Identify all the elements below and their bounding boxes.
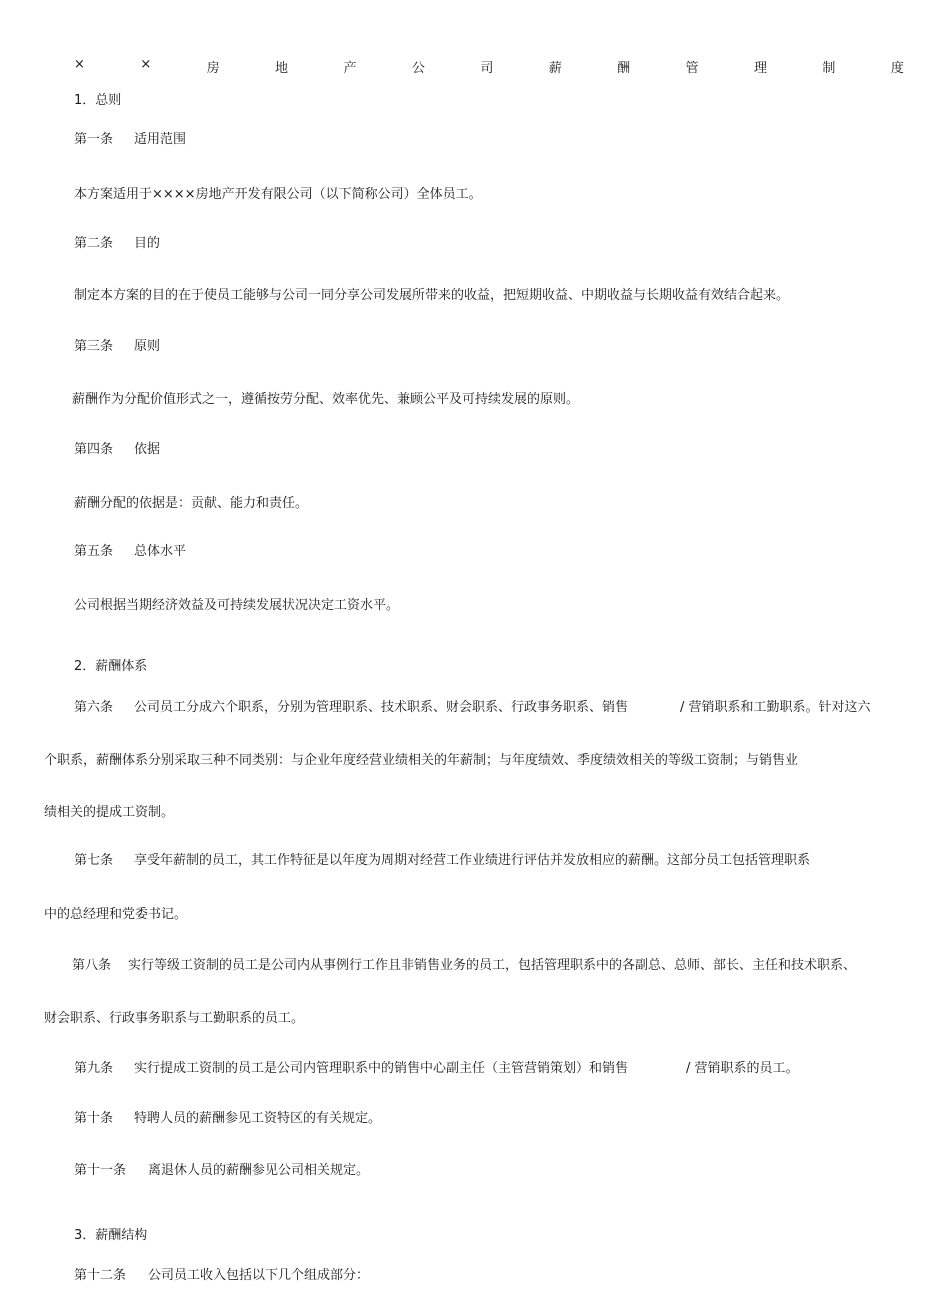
article-4-heading	[74, 442, 160, 458]
title-char: 薪	[548, 61, 562, 76]
section-1-heading: 1．总则	[74, 93, 122, 108]
title-char: 酬	[617, 61, 631, 76]
article-text: 实行等级工资制的员工是公司内从事例行工作且非销售业务的员工，包括管理职系中的各副总、总师、部长、主任和技术职系、	[128, 958, 857, 973]
article-8-line-1	[72, 958, 856, 974]
article-4-body: 薪酬分配的依据是：贡献、能力和责任。	[74, 496, 309, 511]
section-2-heading: 2．薪酬体系	[74, 659, 148, 674]
title-char: 房	[206, 61, 220, 76]
article-title: 总体水平	[134, 544, 187, 559]
article-title: 依据	[134, 442, 161, 457]
document-title	[74, 57, 904, 76]
article-text: 公司员工分成六个职系，分别为管理职系、技术职系、财会职系、行政事务职系、销售	[134, 700, 629, 715]
article-10	[74, 1111, 381, 1127]
title-char: 度	[890, 61, 904, 76]
title-char: 制	[822, 61, 836, 76]
article-8-line-2: 财会职系、行政事务职系与工勤职系的员工。	[44, 1011, 305, 1026]
article-6-line-3: 绩相关的提成工资制。	[44, 805, 175, 820]
article-label: 第三条	[74, 339, 114, 354]
article-label: 第一条	[74, 132, 114, 147]
article-2-heading	[74, 236, 160, 252]
article-label: 第五条	[74, 544, 114, 559]
article-text: 特聘人员的薪酬参见工资特区的有关规定。	[134, 1111, 382, 1126]
article-title: 原则	[134, 339, 161, 354]
article-6-line-2: 个职系，薪酬体系分别采取三种不同类别：与企业年度经营业绩相关的年薪制；与年度绩效、季度绩效相关的等级工资制；与销售业	[44, 753, 799, 768]
article-label: 第九条	[74, 1061, 114, 1076]
article-title: 目的	[134, 236, 161, 251]
title-char: ×	[74, 57, 85, 72]
article-12	[74, 1268, 369, 1284]
title-char: 理	[754, 61, 768, 76]
article-label: 第七条	[74, 853, 114, 868]
section-3-heading: 3．薪酬结构	[74, 1228, 148, 1243]
article-7-line-2: 中的总经理和党委书记。	[44, 907, 188, 922]
article-label: 第十二条	[74, 1268, 127, 1283]
article-5-heading	[74, 544, 186, 560]
article-text: 离退休人员的薪酬参见公司相关规定。	[148, 1163, 370, 1178]
article-label: 第二条	[74, 236, 114, 251]
article-1-body: 本方案适用于××××房地产开发有限公司（以下简称公司）全体员工。	[74, 187, 482, 202]
article-1-heading	[74, 132, 186, 148]
article-text: 实行提成工资制的员工是公司内管理职系中的销售中心副主任（主管营销策划）和销售	[134, 1061, 629, 1076]
article-3-body: 薪酬作为分配价值形式之一，遵循按劳分配、效率优先、兼顾公平及可持续发展的原则。	[72, 392, 580, 407]
article-label: 第八条	[72, 958, 112, 973]
article-text: 享受年薪制的员工，其工作特征是以年度为周期对经营工作业绩进行评估并发放相应的薪酬。这部分员工包括管理职系	[134, 853, 811, 868]
title-char: 管	[685, 61, 699, 76]
article-5-body: 公司根据当期经济效益及可持续发展状况决定工资水平。	[74, 598, 400, 613]
title-char: 司	[480, 61, 494, 76]
article-6-line-1	[74, 700, 871, 716]
title-char: 地	[275, 61, 289, 76]
article-9-line-1	[74, 1061, 799, 1077]
article-text: 公司员工收入包括以下几个组成部分：	[148, 1268, 370, 1283]
article-label: 第六条	[74, 700, 114, 715]
article-11	[74, 1163, 369, 1179]
article-label: 第四条	[74, 442, 114, 457]
article-7-line-1	[74, 853, 810, 869]
article-label: 第十条	[74, 1111, 114, 1126]
article-title: 适用范围	[134, 132, 187, 147]
article-3-heading	[74, 339, 160, 355]
title-char: ×	[140, 57, 152, 72]
article-2-body: 制定本方案的目的在于使员工能够与公司一同分享公司发展所带来的收益，把短期收益、中期收益与长期收益有效结合起来。	[74, 288, 790, 303]
title-char: 产	[343, 61, 357, 76]
article-label: 第十一条	[74, 1163, 127, 1178]
article-text: / 营销职系的员工。	[686, 1061, 799, 1076]
title-char: 公	[411, 61, 425, 76]
article-text: / 营销职系和工勤职系。针对这六	[680, 700, 871, 715]
